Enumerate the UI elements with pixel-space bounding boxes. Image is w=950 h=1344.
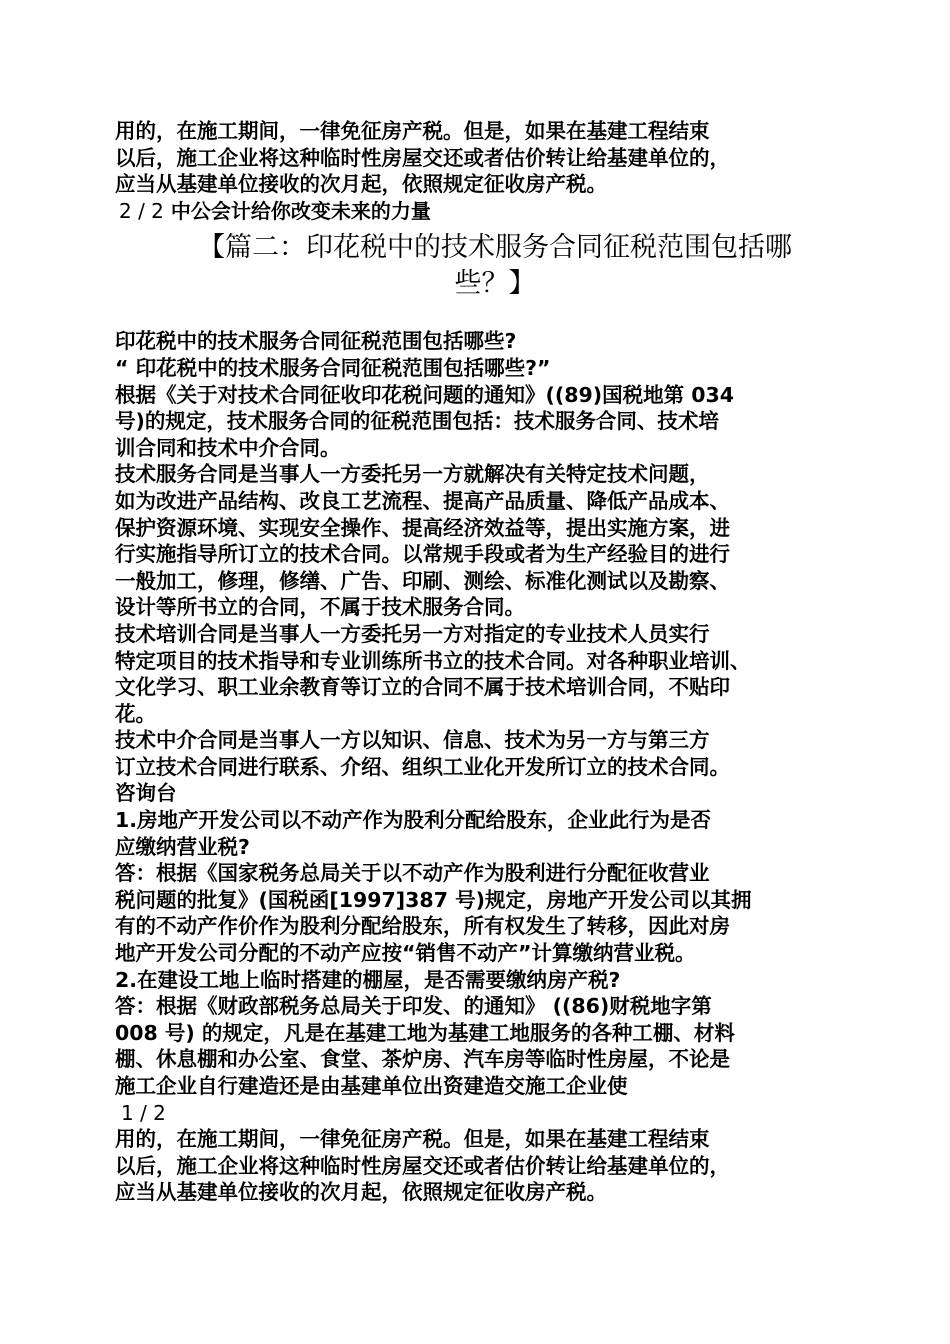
- text-line: 订立技术合同进行联系、介绍、组织工业化开发所订立的技术合同。: [115, 754, 730, 779]
- text-line: 特定项目的技术指导和专业训练所书立的技术合同。对各种职业培训、: [115, 648, 751, 673]
- document-page: [115, 118, 845, 1206]
- text-line: 用的，在施工期间，一律免征房产税。但是，如果在基建工程结束: [115, 119, 710, 143]
- section-title-line-2: 些？】: [454, 268, 536, 300]
- text-line: 1.房地产开发公司以不动产作为股利分配给股东，企业此行为是否: [115, 808, 712, 833]
- text-line: 2.在建设工地上临时搭建的棚屋，是否需要缴纳房产税?: [115, 967, 621, 992]
- text-line: 有的不动产作价作为股利分配给股东，所有权发生了转移，因此对房: [115, 914, 730, 939]
- text-line: 如为改进产品结构、改良工艺流程、提高产品质量、降低产品成本、: [115, 488, 730, 513]
- text-line: 技术中介合同是当事人一方以知识、信息、技术为另一方与第三方: [115, 728, 710, 753]
- text-line: 应当从基建单位接收的次月起，依照规定征收房产税。: [115, 172, 607, 197]
- text-line: 棚、休息棚和办公室、食堂、茶炉房、汽车房等临时性房屋，不论是: [115, 1047, 730, 1072]
- text-line: 训合同和技术中介合同。: [115, 435, 341, 460]
- page-number: 1 / 2: [121, 1100, 166, 1125]
- text-line: 技术服务合同是当事人一方委托另一方就解决有关特定技术问题，: [115, 462, 710, 487]
- text-line: 咨询台: [115, 781, 177, 806]
- text-line: 施工企业自行建造还是由基建单位出资建造交施工企业使: [115, 1074, 628, 1098]
- text-line: 应缴纳营业税?: [115, 834, 250, 859]
- footer-page-number: 2 / 2: [119, 198, 164, 223]
- text-line: 行实施指导所订立的技术合同。以常规手段或者为生产经验目的进行: [115, 542, 730, 567]
- text-line: 保护资源环境、实现安全操作、提高经济效益等，提出实施方案，进: [115, 515, 730, 540]
- text-line: 008 号) 的规定，凡是在基建工地为基建工地服务的各种工棚、材料: [115, 1020, 735, 1045]
- text-line: 技术培训合同是当事人一方委托另一方对指定的专业技术人员实行: [115, 621, 710, 646]
- text-line: 应当从基建单位接收的次月起，依照规定征收房产税。: [115, 1180, 607, 1205]
- text-line: “ 印花税中的技术服务合同征税范围包括哪些?”: [115, 355, 551, 380]
- text-line: 号)的规定，技术服务合同的征税范围包括：技术服务合同、技术培: [115, 409, 719, 434]
- section-title-line-1: 【篇二：印花税中的技术服务合同征税范围包括哪: [198, 232, 792, 264]
- article-body: [115, 328, 845, 1099]
- text-line: 答：根据《财政部税务总局关于印发、的通知》 ((86)财税地字第: [115, 994, 712, 1019]
- text-line: 印花税中的技术服务合同征税范围包括哪些?: [115, 329, 517, 354]
- text-line: 设计等所书立的合同，不属于技术服务合同。: [115, 595, 525, 620]
- text-line: 用的，在施工期间，一律免征房产税。但是，如果在基建工程结束: [115, 1127, 710, 1152]
- text-line: 一般加工，修理，修缮、广告、印刷、测绘、标准化测试以及勘察、: [115, 568, 730, 593]
- text-line: 答：根据《国家税务总局关于以不动产作为股利进行分配征收营业: [115, 861, 710, 886]
- bottom-paragraph: [115, 1126, 845, 1206]
- text-line: 以后，施工企业将这种临时性房屋交还或者估价转让给基建单位的，: [115, 145, 730, 170]
- top-paragraph: [115, 118, 845, 198]
- section-title: [115, 230, 845, 302]
- text-line: 地产开发公司分配的不动产应按“销售不动产”计算缴纳营业税。: [115, 941, 696, 966]
- text-line: 花。: [115, 701, 156, 726]
- text-line: 根据《关于对技术合同征收印花税问题的通知》((89)国税地第 034: [115, 382, 735, 407]
- text-line: 税问题的批复》(国税函[1997]387 号)规定，房地产开发公司以其拥: [115, 887, 752, 912]
- footer-slogan: 中公会计给你改变未来的力量: [170, 198, 431, 223]
- text-line: 文化学习、职工业余教育等订立的合同不属于技术培训合同，不贴印: [115, 675, 730, 700]
- text-line: 以后，施工企业将这种临时性房屋交还或者估价转让给基建单位的，: [115, 1153, 730, 1178]
- page-footer: [115, 198, 845, 225]
